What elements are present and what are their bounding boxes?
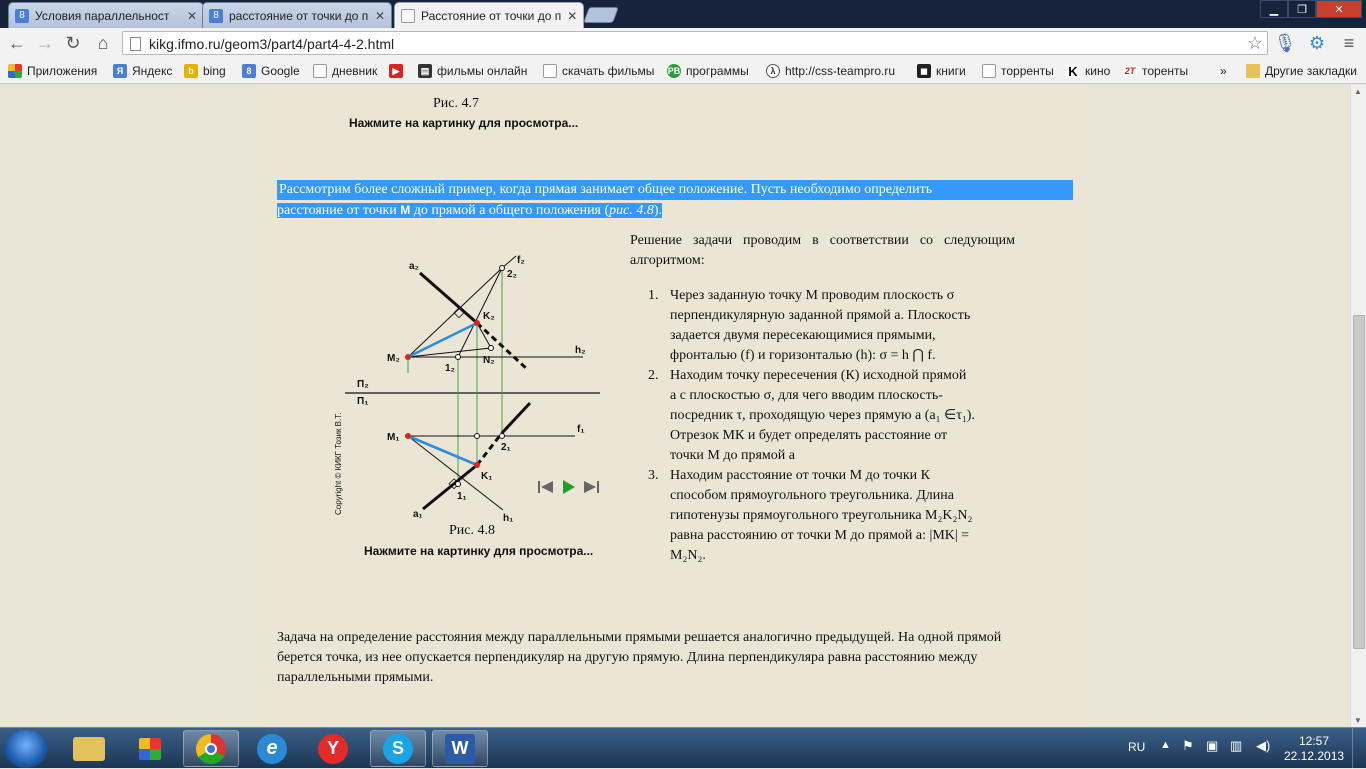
intro-line-1: Рассмотрим более сложный пример, когда прямая занимает общее положение. Пусть необходимо определить [277,180,1073,200]
clock-time: 12:57 [1298,734,1330,748]
segment-M2-N2 [408,348,491,357]
taskbar-skype[interactable] [370,730,426,767]
parallel-lines-paragraph [277,628,1077,688]
tab-title: Условия параллельност [35,8,170,23]
label-M2: M₂ [387,353,400,364]
point-K1 [474,462,480,468]
point-M2 [405,354,411,360]
line-a2-solid [420,273,477,323]
intro-text: до прямой а общего положения ( [410,203,610,218]
bookmark-label: торренты [1001,64,1054,78]
figure-4-7-hint-link[interactable]: Нажмите на картинку для просмотра... [349,116,579,130]
bookmark-films-online[interactable] [389,62,408,80]
page-viewport [0,85,1350,727]
bookmark-label: bing [203,64,226,78]
extension-icon[interactable]: ⚙ [1308,32,1326,53]
step-line: Находим точку пересечения (К) исходной прямой [670,368,967,383]
language-indicator[interactable]: RU [1128,740,1146,754]
step-number: 1. [648,288,659,303]
figure-4-7-caption: Рис. 4.7 [433,96,479,111]
bookmarks-bar [0,58,1366,84]
back-arrow-icon[interactable]: ← [8,32,26,53]
point-2-1 [500,434,505,439]
bookmark-programs[interactable] [667,62,749,80]
figure-reference-link[interactable]: рис. 4.8 [609,203,654,218]
system-clock[interactable] [1284,734,1344,764]
page-icon [130,37,141,51]
show-desktop-button[interactable] [1352,728,1366,769]
tray-expand-icon[interactable]: ▲ [1160,739,1171,751]
tab-2[interactable] [202,2,392,28]
point-N2 [489,346,494,351]
chrome-icon [196,734,226,764]
home-icon[interactable]: ⌂ [97,32,109,53]
step-line: равна расстоянию от точки М до прямой а: |MK| = [670,528,970,543]
step-line: Через заданную точку М проводим плоскость σ [670,288,955,303]
bookmark-books[interactable] [917,62,966,80]
label-2-1: 2₁ [501,442,511,453]
point-1-1 [456,482,461,487]
bookmark-label: торенты [1142,64,1189,78]
tab-title: Расстояние от точки до п [421,8,562,23]
algorithm-step-2 [648,366,1018,466]
bookmarks-overflow-button[interactable] [1220,62,1227,80]
point-M-label: М [400,203,411,217]
label-Pi1: П₁ [357,396,369,407]
apps-grid-icon [8,64,22,78]
line-a1-dashed [477,433,502,465]
page-favicon-icon [401,9,415,23]
step-line: гипотенузы прямоугольного треугольника M₂K₂N₂ [670,508,973,523]
step-number: 2. [648,368,659,383]
folder-icon [73,737,105,761]
bookmark-label: http://css-teampro.ru [785,64,896,78]
taskbar-explorer[interactable] [61,730,117,767]
paragraph-line: берется точка, из нее опускается перпендикуляр на другую прямую. Длина перпендикуляра равна расстоянию между [277,650,978,665]
label-2-2: 2₂ [507,269,518,280]
label-a2: a₂ [409,261,420,272]
bing-favicon-icon: b [184,64,198,78]
scrollbar-thumb[interactable] [1353,315,1365,649]
close-window-button[interactable]: ✕ [1316,0,1362,18]
label-K1: K₁ [481,471,493,482]
apps-grid-icon [139,738,161,760]
scroll-up-icon[interactable]: ▲ [1354,87,1362,96]
step-line: M₂N₂. [670,548,706,563]
vertical-scrollbar[interactable] [1350,85,1366,727]
taskbar-word[interactable] [432,730,488,767]
address-bar[interactable] [122,31,1268,55]
bookmark-google[interactable] [242,62,300,80]
play-icon[interactable] [563,480,575,494]
label-K2: K₂ [483,311,495,322]
bookmark-label: книги [936,64,966,78]
paragraph-line: Задача на определение расстояния между параллельными прямыми решается аналогично предыдущей. На одной прямой [277,630,1002,645]
tab-3-active[interactable] [394,2,584,28]
label-Pi2: П₂ [357,379,369,390]
bookmark-label: Приложения [27,64,98,78]
bookmark-apps[interactable] [8,62,97,80]
bookmark-css-teampro[interactable] [766,62,895,80]
bookmark-label: дневник [332,64,378,78]
google-favicon-icon: 8 [15,9,29,23]
bookmark-star-icon[interactable]: ☆ [1246,33,1263,53]
yandex-favicon-icon: Я [113,64,127,78]
step-line: Отрезок МК и будет определять расстояние от [670,428,948,443]
taskbar-yandex[interactable] [305,730,361,767]
google-favicon-icon: 8 [209,9,223,23]
taskbar-apps[interactable] [122,730,178,767]
windows-taskbar [0,727,1366,768]
step-line: Находим расстояние от точки М до точки К [670,468,930,483]
label-1-2: 1₂ [445,363,456,374]
forward-arrow-icon[interactable]: → [36,32,54,53]
segment-K2-N2 [477,323,491,348]
kino-favicon-icon: K [1066,64,1080,78]
bookmark-label: Другие закладки [1265,64,1357,78]
books-icon: ◼ [917,64,931,78]
overflow-chevron-icon: » [1220,64,1227,78]
label-a1: a₁ [413,509,423,520]
algorithm-step-3 [648,466,1018,566]
forward-step-icon[interactable] [584,481,599,493]
step-line: перпендикулярную заданной прямой а. Плоскость [670,308,971,323]
bookmark-torenty[interactable] [1123,62,1188,80]
figure-4-8-caption: Рис. 4.8 [449,523,495,538]
internet-explorer-icon: e [257,734,287,764]
line-a1-solid [423,465,477,509]
tab-title: расстояние от точки до п [229,8,369,23]
word-icon: W [445,734,475,764]
google-favicon-icon: 8 [242,64,256,78]
url-text: kikg.ifmo.ru/geom3/part4/part4-4-2.html [149,36,395,52]
tab-close-icon[interactable]: ✕ [186,8,197,23]
tab-close-icon[interactable]: ✕ [374,8,385,23]
figure-4-8-image[interactable] [335,253,615,523]
folder-icon [1246,64,1260,78]
tab-1[interactable] [8,2,204,28]
bookmark-label: программы [686,64,749,78]
bookmark-films-online-2[interactable] [418,62,527,80]
point-K2 [474,320,480,326]
bookmark-label: скачать фильмы [562,64,655,78]
volume-icon[interactable]: ◀) [1256,738,1271,753]
point-M1 [405,433,411,439]
menu-icon[interactable]: ≡ [1343,32,1355,53]
maximize-button[interactable]: ❐ [1288,0,1316,18]
intro-text: расстояние от точки [277,203,401,218]
programs-favicon-icon: PB [667,66,681,76]
step-line: точки М до прямой а [670,448,795,463]
label-1-1: 1₁ [457,491,467,502]
action-center-flag-icon[interactable]: ⚑ [1182,738,1194,753]
label-h1: h₁ [503,513,514,524]
film-icon: ▤ [418,64,432,78]
scroll-down-icon[interactable]: ▼ [1354,716,1362,725]
label-f1: f₁ [577,424,585,435]
step-number: 3. [648,468,659,483]
step-line: способом прямоугольного треугольника. Длина [670,488,954,503]
label-h2: h₂ [575,345,586,356]
rewind-icon[interactable] [538,481,553,493]
intro-text: ). [653,203,663,218]
bookmark-diary[interactable] [313,62,377,80]
bookmark-download-films[interactable] [543,62,654,80]
bookmark-label: Google [261,64,300,78]
bookmark-kino[interactable] [1066,62,1110,80]
youtube-icon: ▶ [389,64,403,78]
figure-4-8-hint-link[interactable]: Нажмите на картинку для просмотра... [364,544,594,558]
browser-title-bar [0,0,1366,28]
algorithm-step-1 [648,286,1018,366]
other-bookmarks-folder[interactable] [1246,62,1357,80]
step-line: фронталью (f) и горизонталью (h): σ = h ⋂ f. [670,348,936,363]
page-icon [982,64,996,78]
bookmark-label: Яндекс [132,64,173,78]
bookmark-label: фильмы онлайн [437,64,528,78]
minimize-button[interactable]: ▁ [1260,0,1288,18]
intro-paragraph [277,180,1073,220]
bookmark-label: кино [1085,64,1111,78]
bookmark-yandex[interactable] [113,62,172,80]
point-2-2 [500,266,505,271]
solution-intro: Решение задачи проводим в соответствии со следующим алгоритмом: [630,233,1015,268]
intro-line-2 [277,203,662,218]
paragraph-line: параллельными прямыми. [277,670,434,685]
page-icon [543,64,557,78]
label-f2: f₂ [517,255,525,266]
line-a1-top [502,403,530,433]
point-1-2 [456,355,461,360]
skype-icon: S [383,734,413,764]
step-line: а с плоскостью σ, для чего вводим плоскость- [670,388,943,403]
page-icon [313,64,327,78]
browser-toolbar [0,28,1366,58]
label-N2: N₂ [483,355,495,366]
torenty-favicon-icon: 2T [1124,66,1136,76]
network-icon[interactable]: ▥ [1230,738,1243,753]
microphone-icon[interactable]: 🎙 [1273,32,1297,53]
device-icon[interactable]: ▣ [1206,738,1219,753]
point-k-f1 [475,434,480,439]
step-line: посредник τ, проходящую через прямую а (а₁ ∈τ₁). [670,408,975,423]
tab-close-icon[interactable]: ✕ [567,8,578,23]
segment-M1-K1 [408,436,477,465]
step-line: задается двумя пересекающимися прямыми, [670,328,936,343]
bookmark-torrents[interactable] [982,62,1054,80]
taskbar-ie[interactable] [244,730,300,767]
label-M1: M₁ [387,432,400,443]
clock-date: 22.12.2013 [1284,749,1345,763]
new-tab-button[interactable] [583,7,619,23]
reload-icon[interactable]: ↻ [65,32,81,53]
css-teampro-icon: λ [766,64,780,78]
taskbar-chrome[interactable] [183,730,239,767]
yandex-browser-icon: Y [318,734,348,764]
algorithm-list [648,286,1018,566]
start-button[interactable] [4,730,48,768]
copyright-text: Copyright © КИКГ Тозик В.Т. [334,412,343,515]
bookmark-bing[interactable] [184,62,226,80]
